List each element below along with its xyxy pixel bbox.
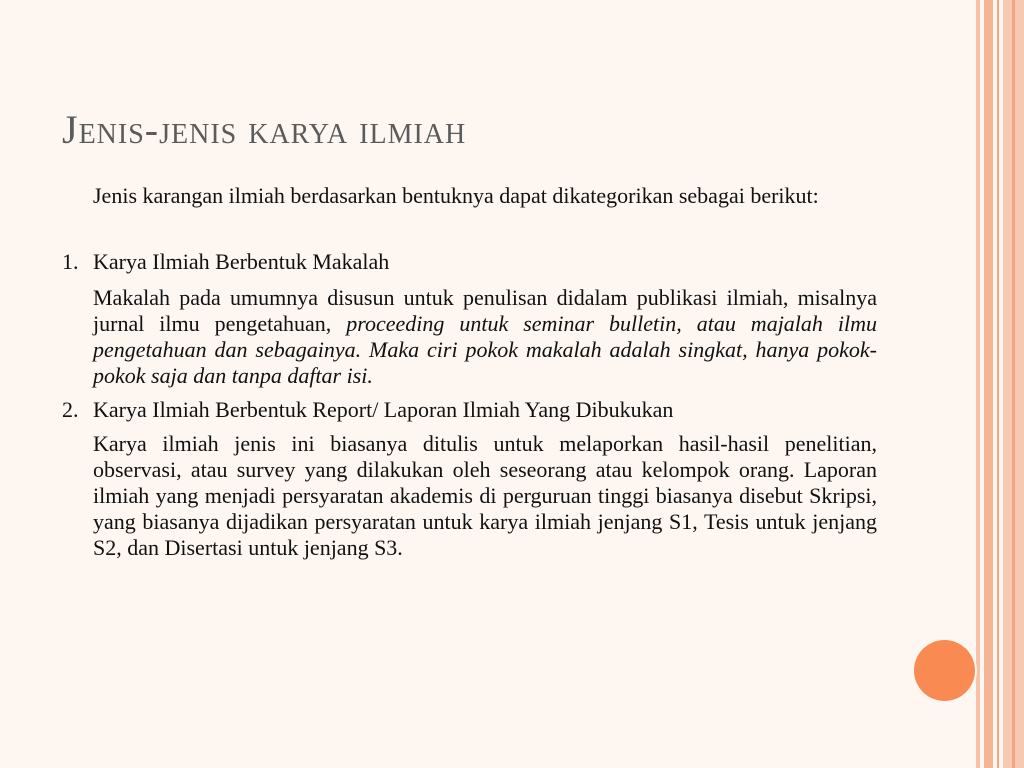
list-item-title: Karya Ilmiah Berbentuk Makalah — [93, 249, 390, 274]
list-item-heading — [62, 397, 877, 423]
body-normal-text: Makalah pada umumnya disusun untuk penulisan didalam publikasi ilmiah, misalnya jurnal ilmu pengetahuan, — [93, 285, 877, 336]
list-item-body: Karya ilmiah jenis ini biasanya ditulis untuk melaporkan hasil-hasil penelitian, observasi, atau survey yang dilakukan oleh seseorang atau kelompok orang. Laporan ilmiah yang menjadi persyaratan akademis di perguruan tinggi biasanya disebut Skripsi, yang biasanya dijadikan persyaratan untuk karya ilmiah jenjang S1, Tesis untuk jenjang S2, dan Disertasi untuk jenjang S3. — [93, 431, 877, 560]
list-item-body — [62, 285, 877, 389]
decorative-stripe — [976, 0, 980, 768]
list-item-number: 2. — [62, 397, 79, 422]
decorative-stripe — [1012, 0, 1015, 768]
list-item-heading — [62, 249, 877, 275]
decorative-stripe — [984, 0, 993, 768]
slide-title: Jenis-jenis karya ilmiah — [62, 107, 467, 152]
slide-content — [62, 183, 877, 561]
decorative-circle — [914, 640, 975, 701]
decorative-stripe — [997, 0, 999, 768]
list-item-title: Karya Ilmiah Berbentuk Report/ Laporan Ilmiah Yang Dibukukan — [93, 397, 674, 422]
list-item-number: 1. — [62, 249, 79, 274]
intro-text: Jenis karangan ilmiah berdasarkan bentuknya dapat dikategorikan sebagai berikut: — [93, 183, 819, 208]
body-italic-text: proceeding untuk seminar bulletin, atau majalah ilmu pengetahuan dan sebagainya. Maka ciri pokok makalah adalah singkat, hanya pokok-pokok saja dan tanpa daftar isi. — [93, 311, 878, 388]
